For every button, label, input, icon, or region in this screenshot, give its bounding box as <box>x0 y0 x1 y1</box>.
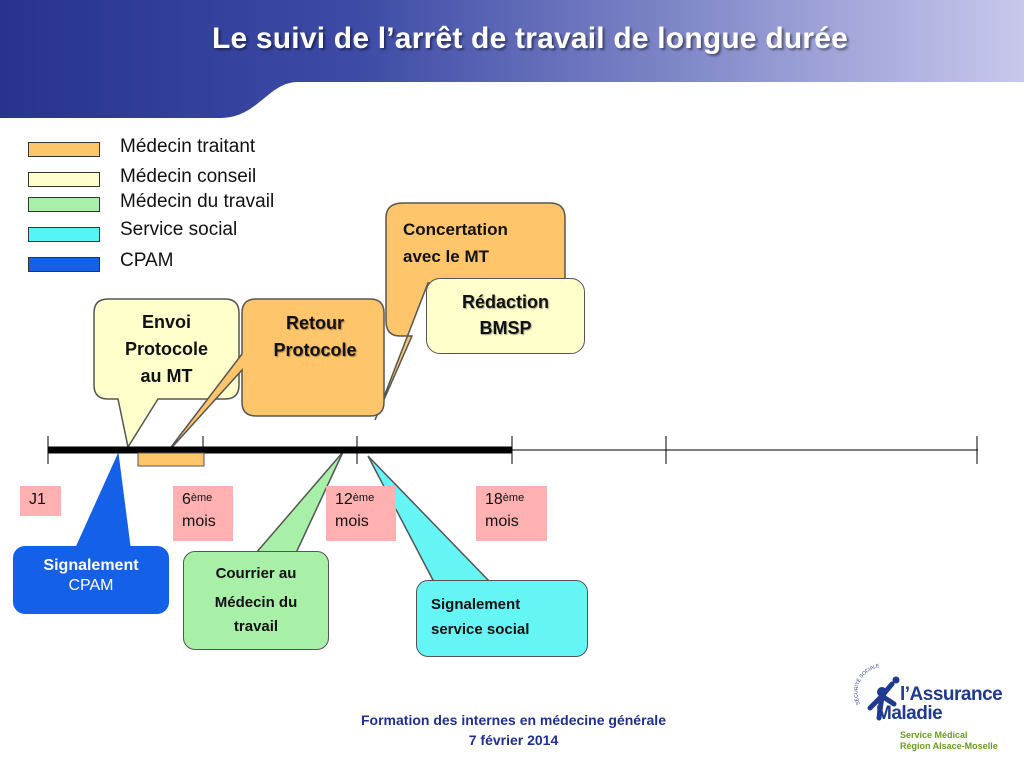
retour-protocole-line-1: Retour <box>286 313 344 333</box>
marker-j1 <box>20 486 61 516</box>
marker-6-mois-number: 6 <box>182 491 191 508</box>
marker-18-mois <box>476 486 547 541</box>
retour-protocole-callout <box>250 310 380 364</box>
page-title: Le suivi de l’arrêt de travail de longue durée <box>211 22 849 55</box>
logo-sub-line-1: Service Médical <box>900 730 968 740</box>
courrier-line-1: Courrier au <box>215 565 297 582</box>
logo-brand-line-2: Maladie <box>876 703 943 724</box>
legend-label-cpam: CPAM <box>120 250 174 271</box>
footer-line-1: Formation des internes en médecine générale <box>361 712 666 728</box>
marker-18-mois-sup: ème <box>502 492 525 504</box>
marker-12-mois-number: 12 <box>335 491 353 508</box>
retour-protocole-line-2: Protocole <box>273 340 357 360</box>
legend-label-medecin-conseil: Médecin conseil <box>120 166 257 187</box>
courrier-medecin-du-travail-box <box>183 551 329 650</box>
logo-arc-text: SÉCURITÉ SOCIALE <box>853 663 881 706</box>
marker-12-mois-sup: ème <box>352 492 375 504</box>
signalement-service-social-box <box>416 580 588 657</box>
signalement-social-line-1: Signalement <box>431 596 521 613</box>
envoi-protocole-line-3: au MT <box>140 366 193 386</box>
marker-12-mois-unit: mois <box>335 513 369 530</box>
marker-12-mois <box>326 486 396 541</box>
envoi-protocole-callout <box>94 309 239 390</box>
marker-18-mois-number: 18 <box>485 491 503 508</box>
signalement-cpam-box <box>13 546 169 614</box>
assurance-maladie-logo <box>852 660 1022 760</box>
marker-6-mois-sup: ème <box>190 492 213 504</box>
signalement-cpam-callout-tail <box>76 455 130 548</box>
redaction-line-1: Rédaction <box>461 292 549 312</box>
envoi-protocole-line-2: Protocole <box>124 339 208 359</box>
signalement-cpam-line-1: Signalement <box>43 557 139 574</box>
marker-6-mois <box>173 486 233 541</box>
logo-sub-line-2: Région Alsace-Moselle <box>900 741 998 751</box>
footer-line-2: 7 février 2014 <box>468 732 559 748</box>
concertation-line-1: Concertation <box>403 220 508 239</box>
redaction-line-2: BMSP <box>479 318 532 338</box>
courrier-line-2: Médecin du <box>214 594 298 611</box>
footer <box>280 710 747 750</box>
legend-label-medecin-traitant: Médecin traitant <box>120 136 256 157</box>
redaction-bmsp-callout <box>426 278 585 354</box>
concertation-callout <box>403 216 563 270</box>
medecin-traitant-period <box>138 453 204 466</box>
envoi-protocole-line-1: Envoi <box>141 312 191 332</box>
legend-label-service-social: Service social <box>120 219 238 240</box>
logo-brand-line-1: l’Assurance <box>900 684 1003 705</box>
legend-label-medecin-du-travail: Médecin du travail <box>120 191 275 212</box>
courrier-line-3: travail <box>233 618 279 635</box>
signalement-cpam-line-2: CPAM <box>68 577 114 594</box>
concertation-line-2: avec le MT <box>403 247 489 266</box>
marker-18-mois-unit: mois <box>485 513 519 530</box>
marker-6-mois-unit: mois <box>182 513 216 530</box>
signalement-social-line-2: service social <box>431 621 530 638</box>
marker-j1-label: J1 <box>29 491 46 508</box>
